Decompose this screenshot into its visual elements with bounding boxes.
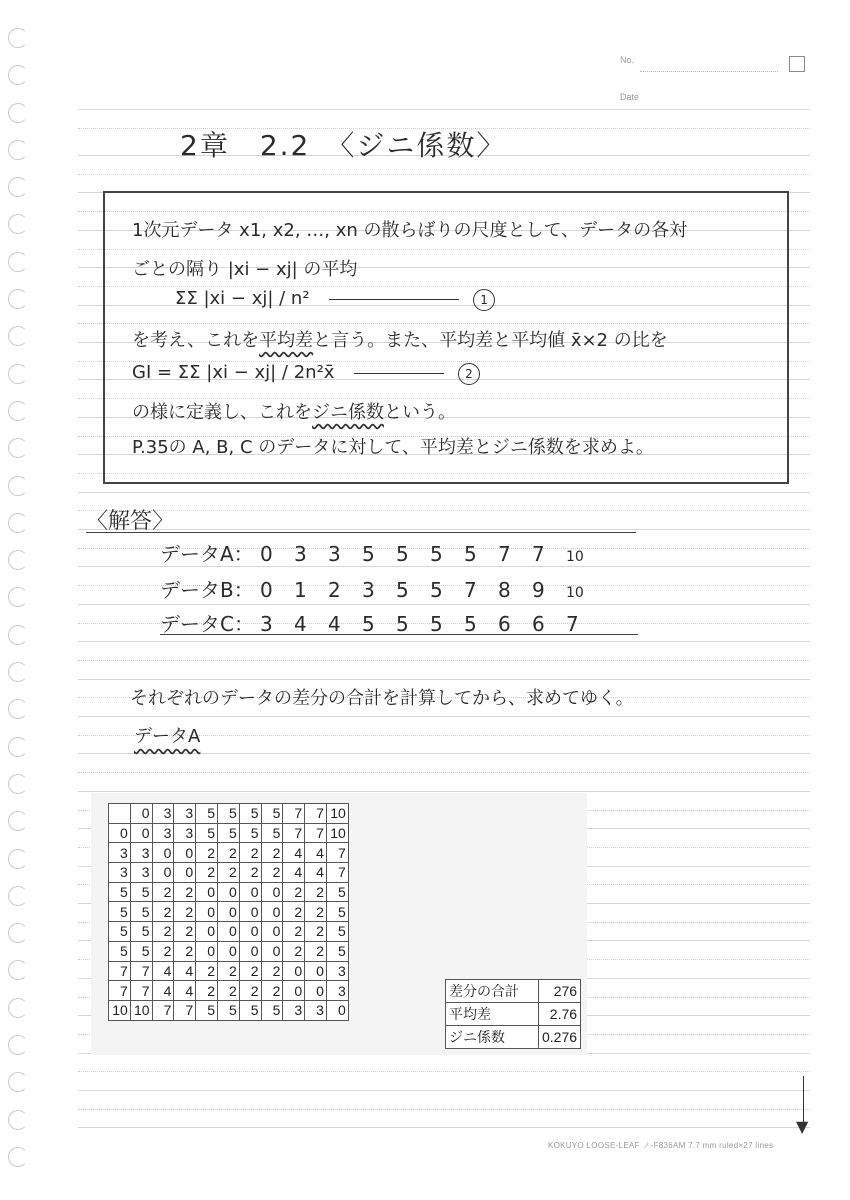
binder-hole: [8, 214, 28, 234]
data-value: 10: [566, 585, 584, 601]
table-cell: 2: [152, 882, 174, 902]
data-value: 3: [260, 612, 273, 636]
table-cell: 0: [217, 922, 239, 942]
data-value: 5: [464, 612, 477, 636]
formula-2-number: 2: [458, 363, 480, 385]
table-row-header-cell: 3: [109, 863, 131, 883]
data-values: [260, 578, 600, 602]
table-cell: 0: [217, 882, 239, 902]
table-cell: 2: [196, 961, 218, 981]
data-row-label: データC：: [160, 612, 254, 636]
binder-hole: [8, 774, 28, 794]
table-row-header-cell: 5: [109, 902, 131, 922]
table-row: [109, 823, 349, 843]
table-cell: 2: [217, 843, 239, 863]
summary-table: [445, 979, 581, 1049]
answer-underline: [86, 532, 636, 533]
table-cell: 0: [217, 941, 239, 961]
table-header-cell: 7: [305, 804, 327, 824]
binder-hole: [8, 923, 28, 943]
line-3-pre: を考え、これを: [132, 330, 260, 351]
binder-hole: [8, 289, 28, 309]
arrow-down-icon: ▼: [796, 1117, 809, 1136]
problem-line-5: P.35の A, B, C のデータに対して、平均差とジニ係数を求めよ。: [132, 437, 654, 458]
data-value: 7: [566, 612, 579, 636]
data-row-label: データB：: [160, 578, 254, 602]
table-cell: 2: [152, 902, 174, 922]
data-row-a: [160, 538, 600, 567]
table-cell: 4: [174, 961, 196, 981]
table-cell: 2: [305, 882, 327, 902]
table-cell: 3: [283, 1000, 305, 1020]
table-cell: 5: [239, 823, 261, 843]
binder-hole: [8, 550, 28, 570]
ruled-line: [78, 1090, 810, 1091]
table-header-cell: 5: [196, 804, 218, 824]
table-cell: 0: [239, 941, 261, 961]
ruled-line: [78, 791, 810, 792]
term-gini-coefficient: ジニ係数: [312, 402, 384, 423]
table-header-cell: [109, 804, 131, 824]
table-cell: 4: [283, 863, 305, 883]
table-cell: 2: [174, 902, 196, 922]
ruled-line: [78, 716, 810, 717]
ruled-line: [78, 492, 810, 493]
table-cell: 2: [152, 922, 174, 942]
table-cell: 0: [326, 1000, 348, 1020]
ruled-guide-line: [78, 1109, 810, 1110]
table-row: [109, 902, 349, 922]
data-value: 9: [532, 578, 545, 602]
table-cell: 0: [239, 922, 261, 942]
binder-hole: [8, 476, 28, 496]
table-cell: 3: [130, 843, 152, 863]
table-row-header-cell: 5: [109, 922, 131, 942]
data-value: 0: [260, 578, 273, 602]
summary-value: 2.76: [539, 1003, 581, 1026]
table-cell: 0: [261, 902, 283, 922]
problem-line-1: 1次元データ x1, x2, …, xn の散らばりの尺度として、データの各対: [132, 220, 688, 241]
table-header-cell: 7: [283, 804, 305, 824]
data-value: 0: [260, 542, 273, 566]
table-row: [109, 1000, 349, 1020]
ruled-guide-line: [78, 660, 810, 661]
table-cell: 7: [130, 981, 152, 1001]
table-cell: 5: [326, 922, 348, 942]
binder-hole: [8, 513, 28, 533]
table-cell: 2: [305, 922, 327, 942]
table-cell: 5: [261, 1000, 283, 1020]
table-cell: 2: [217, 961, 239, 981]
table-cell: 4: [152, 961, 174, 981]
table-cell: 3: [174, 823, 196, 843]
problem-line-3: [132, 326, 668, 352]
data-row-b: [160, 574, 600, 603]
table-row: [109, 961, 349, 981]
table-cell: 5: [130, 922, 152, 942]
summary-label: 差分の合計: [446, 980, 539, 1003]
table-cell: 4: [305, 843, 327, 863]
table-cell: 5: [130, 941, 152, 961]
data-value: 5: [396, 612, 409, 636]
binder-hole: [8, 1147, 28, 1167]
table-cell: 3: [305, 1000, 327, 1020]
formula-2-text: GI = ΣΣ |xi − xj| / 2n²x̄: [132, 362, 335, 383]
data-value: 7: [498, 542, 511, 566]
table-cell: 0: [196, 922, 218, 942]
formula-1-dash: [329, 299, 459, 300]
data-value: 5: [464, 542, 477, 566]
table-row-header-cell: 3: [109, 843, 131, 863]
data-rows-underline: [160, 634, 638, 635]
table-header-cell: 3: [152, 804, 174, 824]
term-mean-difference: 平均差: [259, 330, 314, 351]
data-value: 1: [294, 578, 307, 602]
binder-hole: [8, 103, 28, 123]
table-cell: 0: [261, 922, 283, 942]
no-label: No.: [620, 55, 635, 65]
table-cell: 5: [196, 823, 218, 843]
ruled-line: [78, 109, 810, 110]
table-cell: 0: [217, 902, 239, 922]
table-cell: 0: [196, 882, 218, 902]
table-cell: 2: [196, 863, 218, 883]
table-cell: 0: [283, 961, 305, 981]
binder-hole: [8, 625, 28, 645]
table-header-cell: 10: [326, 804, 348, 824]
table-cell: 4: [174, 981, 196, 1001]
ruled-guide-line: [78, 174, 810, 175]
data-value: 5: [430, 542, 443, 566]
table-row-header-cell: 7: [109, 961, 131, 981]
table-cell: 2: [174, 882, 196, 902]
line-4-pre: の様に定義し、これを: [132, 402, 312, 423]
data-values: [260, 612, 600, 636]
table-row-header-cell: 10: [109, 1000, 131, 1020]
table-cell: 2: [283, 902, 305, 922]
binder-hole: [8, 1110, 28, 1130]
ruled-line: [78, 641, 810, 642]
data-value: 5: [430, 578, 443, 602]
table-cell: 4: [283, 843, 305, 863]
table-cell: 0: [261, 882, 283, 902]
checkbox: [789, 56, 805, 72]
table-cell: 0: [261, 941, 283, 961]
table-cell: 0: [305, 981, 327, 1001]
date-label: Date: [620, 92, 640, 102]
table-cell: 2: [239, 981, 261, 1001]
table-cell: 7: [326, 843, 348, 863]
table-cell: 5: [217, 1000, 239, 1020]
binder-hole: [8, 699, 28, 719]
data-value: 5: [362, 612, 375, 636]
table-cell: 2: [239, 863, 261, 883]
summary-label: ジニ係数: [446, 1026, 539, 1049]
data-value: 10: [566, 549, 584, 565]
data-value: 2: [328, 578, 341, 602]
binder-hole: [8, 1035, 28, 1055]
table-cell: 5: [326, 882, 348, 902]
table-cell: 2: [261, 981, 283, 1001]
ruled-line: [78, 529, 810, 530]
table-cell: 0: [239, 902, 261, 922]
table-cell: 7: [326, 863, 348, 883]
table-cell: 2: [152, 941, 174, 961]
data-value: 3: [294, 542, 307, 566]
table-cell: 2: [239, 843, 261, 863]
binder-hole: [8, 737, 28, 757]
paper-footer: KOKUYO LOOSE-LEAF ノ-F836AM 7.7 mm ruled×27 lines: [548, 1141, 774, 1150]
data-value: 5: [362, 542, 375, 566]
summary-row: [446, 1026, 581, 1049]
table-row: [109, 981, 349, 1001]
data-value: 6: [532, 612, 545, 636]
table-cell: 0: [174, 863, 196, 883]
binder-holes: [8, 28, 34, 1184]
binder-hole: [8, 1072, 28, 1092]
binder-hole: [8, 662, 28, 682]
data-row-c: [160, 608, 600, 637]
ruled-guide-line: [78, 1071, 810, 1072]
table-row-header-cell: 5: [109, 882, 131, 902]
summary-value: 276: [539, 980, 581, 1003]
table-row: [109, 882, 349, 902]
table-cell: 4: [305, 863, 327, 883]
data-value: 8: [498, 578, 511, 602]
table-row: [109, 863, 349, 883]
ruled-guide-line: [78, 510, 810, 511]
table-header-cell: 5: [261, 804, 283, 824]
table-cell: 2: [196, 981, 218, 1001]
table-cell: 2: [196, 843, 218, 863]
data-row-label: データA：: [160, 542, 254, 566]
table-row: [109, 843, 349, 863]
table-cell: 3: [130, 863, 152, 883]
formula-2: [132, 362, 480, 385]
table-cell: 2: [283, 922, 305, 942]
table-cell: 2: [261, 961, 283, 981]
table-cell: 2: [261, 863, 283, 883]
table-cell: 0: [130, 823, 152, 843]
table-cell: 7: [305, 823, 327, 843]
data-value: 3: [328, 542, 341, 566]
table-cell: 0: [174, 843, 196, 863]
table-cell: 5: [130, 882, 152, 902]
binder-hole: [8, 65, 28, 85]
table-header-cell: 0: [130, 804, 152, 824]
summary-row: [446, 980, 581, 1003]
table-cell: 2: [217, 981, 239, 1001]
table-cell: 0: [283, 981, 305, 1001]
table-cell: 5: [261, 823, 283, 843]
table-cell: 2: [305, 941, 327, 961]
page-title: 2章 2.2 〈ジニ係数〉: [180, 129, 507, 162]
binder-hole: [8, 252, 28, 272]
data-value: 4: [294, 612, 307, 636]
formula-1-number: 1: [473, 289, 495, 311]
table-cell: 2: [217, 863, 239, 883]
table-header-cell: 5: [217, 804, 239, 824]
binder-hole: [8, 811, 28, 831]
table-row: [109, 941, 349, 961]
table-row: [109, 922, 349, 942]
summary-value: 0.276: [539, 1026, 581, 1049]
table-cell: 0: [239, 882, 261, 902]
table-cell: 2: [174, 922, 196, 942]
problem-line-4: [132, 398, 456, 424]
table-cell: 7: [174, 1000, 196, 1020]
table-cell: 5: [326, 941, 348, 961]
summary-row: [446, 1003, 581, 1026]
table-cell: 3: [326, 981, 348, 1001]
table-cell: 0: [305, 961, 327, 981]
table-cell: 5: [130, 902, 152, 922]
no-line: [640, 71, 778, 72]
binder-hole: [8, 326, 28, 346]
table-row-header-cell: 7: [109, 981, 131, 1001]
answer-heading: 〈解答〉: [86, 509, 175, 534]
table-header-cell: 5: [239, 804, 261, 824]
binder-hole: [8, 177, 28, 197]
data-values: [260, 542, 600, 566]
ruled-line: [78, 753, 810, 754]
data-value: 7: [532, 542, 545, 566]
method-note: それぞれのデータの差分の合計を計算してから、求めてゆく。: [130, 688, 634, 709]
binder-hole: [8, 587, 28, 607]
table-cell: 0: [196, 902, 218, 922]
line-4-post: という。: [384, 402, 456, 423]
data-value: 5: [396, 542, 409, 566]
ruled-guide-line: [78, 772, 810, 773]
table-row-header-cell: 5: [109, 941, 131, 961]
data-value: 5: [430, 612, 443, 636]
table-header-cell: 3: [174, 804, 196, 824]
data-value: 3: [362, 578, 375, 602]
data-value: 5: [396, 578, 409, 602]
table-cell: 3: [152, 823, 174, 843]
table-cell: 2: [283, 941, 305, 961]
table-cell: 5: [326, 902, 348, 922]
summary-label: 平均差: [446, 1003, 539, 1026]
table-cell: 10: [326, 823, 348, 843]
table-cell: 5: [217, 823, 239, 843]
data-value: 6: [498, 612, 511, 636]
difference-table: [108, 803, 349, 1021]
formula-1-text: ΣΣ |xi − xj| / n²: [175, 288, 310, 309]
table-cell: 4: [152, 981, 174, 1001]
table-cell: 2: [305, 902, 327, 922]
table-cell: 3: [326, 961, 348, 981]
table-cell: 10: [130, 1000, 152, 1020]
binder-hole: [8, 849, 28, 869]
table-cell: 2: [174, 941, 196, 961]
ruled-line: [78, 679, 810, 680]
binder-hole: [8, 28, 28, 48]
table-cell: 7: [152, 1000, 174, 1020]
formula-1: [175, 288, 495, 311]
binder-hole: [8, 886, 28, 906]
table-cell: 7: [130, 961, 152, 981]
table-header-row: [109, 804, 349, 824]
binder-hole: [8, 401, 28, 421]
ruled-line: [78, 1127, 810, 1128]
table-cell: 0: [196, 941, 218, 961]
table-cell: 0: [152, 863, 174, 883]
problem-line-2: ごとの隔り |xi − xj| の平均: [132, 259, 358, 280]
binder-hole: [8, 140, 28, 160]
line-3-post: と言う。また、平均差と平均値 x̄×2 の比を: [313, 330, 668, 351]
binder-hole: [8, 998, 28, 1018]
table-cell: 7: [283, 823, 305, 843]
table-cell: 5: [196, 1000, 218, 1020]
data-value: 4: [328, 612, 341, 636]
binder-hole: [8, 364, 28, 384]
formula-2-dash: [354, 373, 444, 374]
table-cell: 0: [152, 843, 174, 863]
table-cell: 2: [283, 882, 305, 902]
table-cell: 2: [239, 961, 261, 981]
sub-heading-data-a: データA: [134, 726, 201, 747]
table-cell: 5: [239, 1000, 261, 1020]
table-row-header-cell: 0: [109, 823, 131, 843]
table-cell: 2: [261, 843, 283, 863]
ruled-line: [78, 604, 810, 605]
binder-hole: [8, 960, 28, 980]
data-value: 7: [464, 578, 477, 602]
binder-hole: [8, 438, 28, 458]
